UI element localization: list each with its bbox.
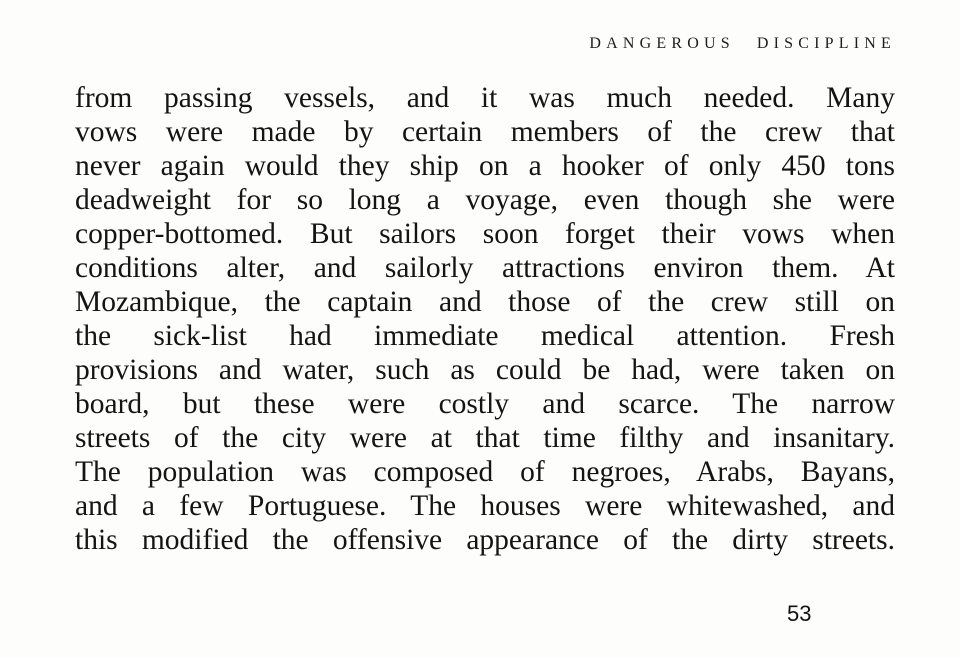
body-paragraph — [75, 81, 895, 557]
running-header — [75, 35, 896, 53]
text-line: and a few Portuguese. The houses were whitewashed, and — [75, 490, 895, 522]
text-line: board, but these were costly and scarce. The narrow — [75, 388, 895, 420]
text-line: streets of the city were at that time filthy and insanitary. — [75, 422, 895, 454]
text-line: Mozambique, the captain and those of the crew still on — [75, 286, 895, 318]
text-line: deadweight for so long a voyage, even though she were — [75, 184, 895, 216]
text-line: provisions and water, such as could be had, were taken on — [75, 354, 895, 386]
text-line: The population was composed of negroes, Arabs, Bayans, — [75, 456, 895, 488]
text-line: conditions alter, and sailorly attractions environ them. At — [75, 252, 895, 284]
text-line: copper-bottomed. But sailors soon forget their vows when — [75, 218, 895, 250]
text-line: this modified the offensive appearance of the dirty streets. — [75, 524, 895, 556]
text-line: the sick-list had immediate medical attention. Fresh — [75, 320, 895, 352]
text-line: vows were made by certain members of the crew that — [75, 116, 895, 148]
running-header-word-1: DANGEROUS — [589, 35, 735, 52]
text-line: from passing vessels, and it was much needed. Many — [75, 82, 895, 114]
running-header-word-2: DISCIPLINE — [756, 35, 896, 52]
text-line: never again would they ship on a hooker of only 450 tons — [75, 150, 895, 182]
page-number: 53 — [787, 601, 812, 626]
